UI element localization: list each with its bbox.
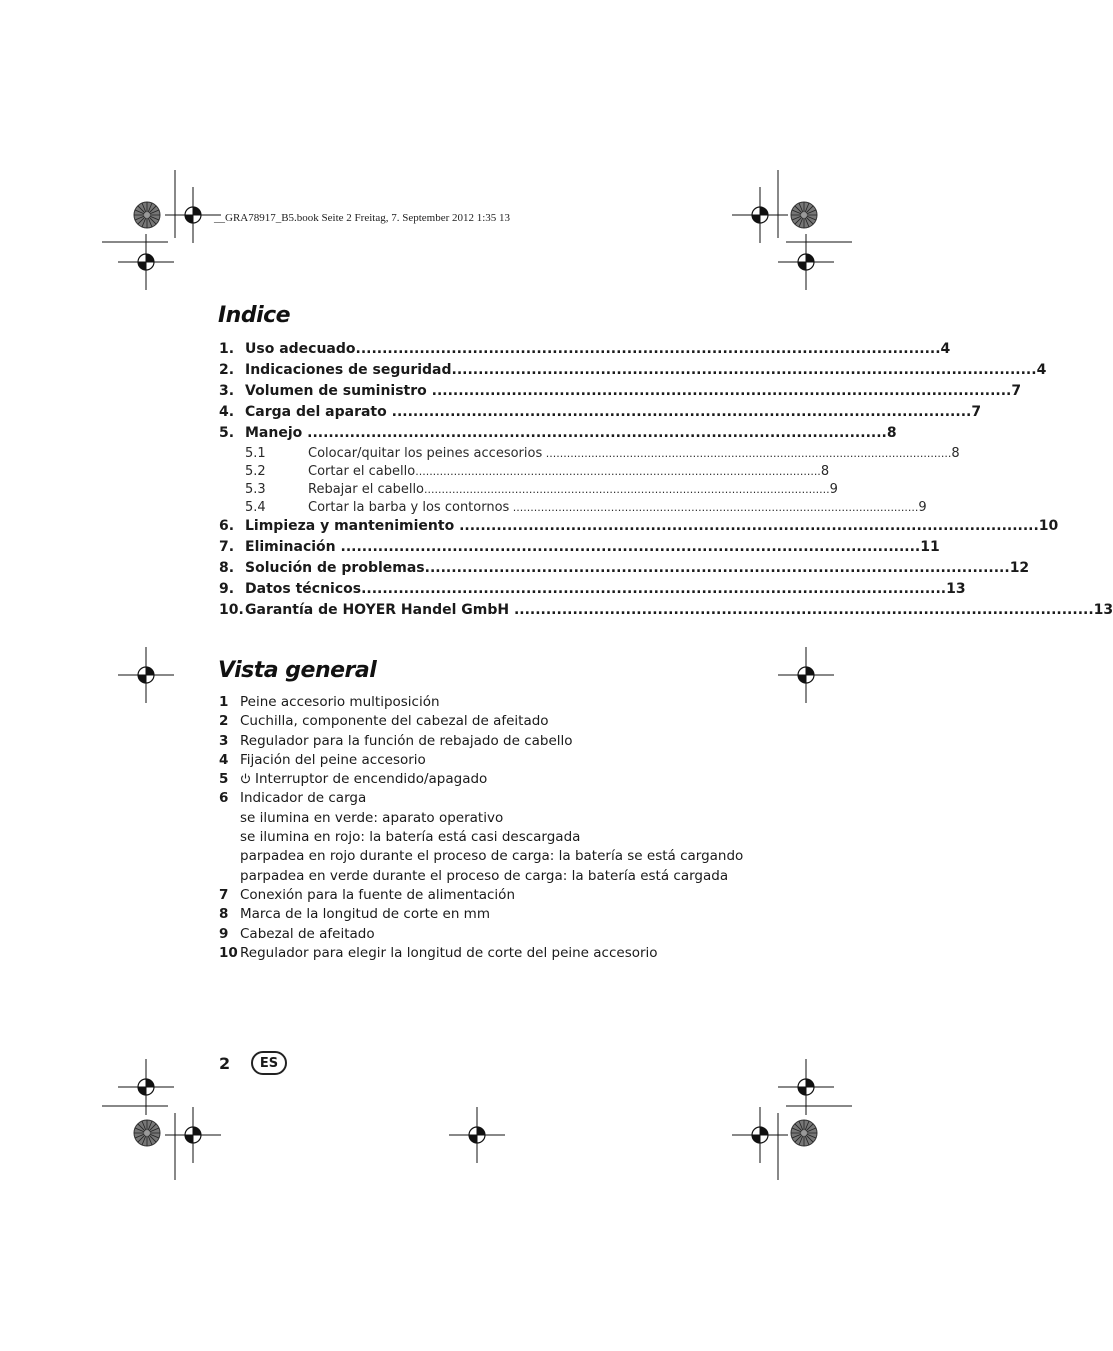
toc-sub-entry[interactable] <box>219 500 927 518</box>
item-number: 8 <box>219 906 229 923</box>
toc-entry-number: 8. <box>219 560 235 576</box>
list-item <box>219 694 719 713</box>
item-number: 5 <box>219 771 229 788</box>
toc-entry-number: 1. <box>219 341 235 357</box>
toc-entry-page: 8 <box>886 425 897 441</box>
list-item <box>219 790 719 809</box>
toc-leader-dots: .............................................................................................................. <box>361 581 947 597</box>
toc-entry-page: 11 <box>920 539 940 555</box>
toc-entry-label: Carga del aparato <box>245 404 387 420</box>
toc-sub-entry[interactable] <box>219 482 838 500</box>
item-text: Indicador de carga <box>240 790 367 807</box>
list-item <box>219 926 719 945</box>
item-number: 10 <box>219 944 238 961</box>
list-item <box>219 906 719 925</box>
toc-sub-label: Colocar/quitar los peines accesorios <box>308 446 543 461</box>
print-header-line: __GRA78917_B5.book Seite 2 Freitag, 7. September 2012 1:35 13 <box>214 212 511 224</box>
list-item <box>219 713 719 732</box>
toc-entry[interactable] <box>219 518 1059 539</box>
list-item <box>219 771 719 790</box>
item-text: Peine accesorio multiposición <box>240 694 440 710</box>
toc-sub-entry[interactable] <box>219 464 830 482</box>
item-text: Conexión para la fuente de alimentación <box>240 886 515 903</box>
item-number: 6 <box>219 790 229 807</box>
item-text: Cuchilla, componente del cabezal de afeitado <box>240 713 549 730</box>
item-text: Interruptor de encendido/apagado <box>255 771 488 788</box>
toc-leader-dots: ............................................................................................................. <box>386 404 972 420</box>
list-item <box>219 945 719 964</box>
toc-entry-page: 13 <box>1093 602 1113 618</box>
list-item <box>219 733 719 752</box>
toc-title: Indice <box>218 303 291 328</box>
toc-leader-dots: ............................................................................................................. <box>335 539 921 555</box>
toc-entry-label: Eliminación <box>245 539 336 555</box>
toc-entry-page: 10 <box>1038 518 1059 534</box>
item-text: Fijación del peine accesorio <box>240 751 426 768</box>
toc-entry[interactable] <box>219 602 1113 623</box>
toc-sub-number: 5.3 <box>245 482 266 497</box>
toc-entry[interactable] <box>219 362 1047 383</box>
overview-list <box>219 694 744 964</box>
toc-leader-dots: ............................................................................................................. <box>509 602 1094 618</box>
item-text: se ilumina en verde: aparato operativo <box>240 809 504 826</box>
item-text: parpadea en verde durante el proceso de carga: la batería está cargada <box>240 867 729 884</box>
toc-leader-dots: ............................................................................................................. <box>426 383 1012 399</box>
item-number: 3 <box>219 732 229 749</box>
toc-sub-number: 5.4 <box>245 500 266 515</box>
toc-entry-number: 2. <box>219 362 235 378</box>
toc-entry[interactable] <box>219 560 1030 581</box>
toc-entry-label: Datos técnicos <box>245 581 362 597</box>
toc-sub-page: 9 <box>829 482 838 497</box>
toc-sub-number: 5.1 <box>245 446 266 461</box>
toc-entry-number: 7. <box>219 539 235 555</box>
toc-entry-page: 4 <box>1036 362 1047 378</box>
toc-entry-label: Manejo <box>245 425 303 441</box>
toc-entry-label: Uso adecuado <box>245 341 356 357</box>
toc-entry-number: 10. <box>219 602 244 618</box>
power-icon <box>240 773 251 784</box>
toc-entry-page: 4 <box>940 341 951 357</box>
page-number: 2 <box>219 1054 231 1073</box>
toc-sub-number: 5.2 <box>245 464 266 479</box>
item-text: Cabezal de afeitado <box>240 925 375 942</box>
item-text: Regulador para la función de rebajado de cabello <box>240 732 573 749</box>
toc-leader-dots: .............................................................................................................. <box>424 560 1010 576</box>
toc-entry[interactable] <box>219 425 897 446</box>
toc-leader-dots: .................................................................................................................... <box>415 465 821 478</box>
list-subitem <box>219 867 729 887</box>
list-subitem <box>219 829 719 848</box>
toc-entry-number: 4. <box>219 404 235 420</box>
item-number: 2 <box>219 713 229 730</box>
toc-entry[interactable] <box>219 539 940 560</box>
toc-entry-number: 3. <box>219 383 235 399</box>
item-text: Regulador para elegir la longitud de corte del peine accesorio <box>240 944 658 961</box>
toc-entry-page: 13 <box>946 581 966 597</box>
toc-entry-label: Indicaciones de seguridad <box>245 362 452 378</box>
language-badge: ES <box>251 1051 287 1075</box>
toc-entry-number: 5. <box>219 425 235 441</box>
toc-sub-page: 9 <box>918 500 927 515</box>
list-item <box>219 752 719 771</box>
item-text: se ilumina en rojo: la batería está casi descargada <box>240 829 581 846</box>
toc-sub-page: 8 <box>951 446 960 461</box>
toc-sub-label: Cortar el cabello <box>308 464 416 479</box>
toc-leader-dots: .................................................................................................................... <box>542 447 952 460</box>
toc-entry[interactable] <box>219 404 982 425</box>
table-of-contents <box>219 341 1113 623</box>
toc-sub-entry[interactable] <box>219 446 960 464</box>
toc-leader-dots: .............................................................................................................. <box>451 362 1037 378</box>
toc-sub-label: Rebajar el cabello <box>308 482 425 497</box>
toc-entry-number: 9. <box>219 581 235 597</box>
toc-leader-dots: .................................................................................................................... <box>509 501 919 514</box>
toc-entry[interactable] <box>219 581 966 602</box>
toc-entry-label: Limpieza y mantenimiento <box>245 518 455 534</box>
item-number: 7 <box>219 886 229 903</box>
toc-entry-label: Solución de problemas <box>245 560 425 576</box>
toc-entry-label: Volumen de suministro <box>245 383 427 399</box>
item-number: 9 <box>219 925 229 942</box>
toc-leader-dots: ............................................................................................................. <box>302 425 887 441</box>
toc-entry-page: 7 <box>1011 383 1022 399</box>
item-text: parpadea en rojo durante el proceso de carga: la batería se está cargando <box>240 848 744 865</box>
toc-entry-page: 7 <box>971 404 982 420</box>
toc-sub-label: Cortar la barba y los contornos <box>308 500 510 515</box>
item-number: 1 <box>219 694 229 710</box>
list-subitem <box>219 810 719 829</box>
toc-entry[interactable] <box>219 383 1022 404</box>
toc-entry[interactable] <box>219 341 951 362</box>
overview-title: Vista general <box>218 658 377 683</box>
toc-entry-page: 12 <box>1009 560 1030 576</box>
list-subitem <box>219 848 744 867</box>
item-text: Marca de la longitud de corte en mm <box>240 906 490 923</box>
toc-entry-label: Garantía de HOYER Handel GmbH <box>245 602 510 618</box>
toc-entry-number: 6. <box>219 518 235 534</box>
toc-leader-dots: .................................................................................................................... <box>424 483 830 496</box>
toc-leader-dots: ............................................................................................................. <box>454 518 1039 534</box>
list-item <box>219 887 719 906</box>
toc-leader-dots: .............................................................................................................. <box>355 341 941 357</box>
toc-sub-page: 8 <box>820 464 830 479</box>
item-number: 4 <box>219 751 229 768</box>
